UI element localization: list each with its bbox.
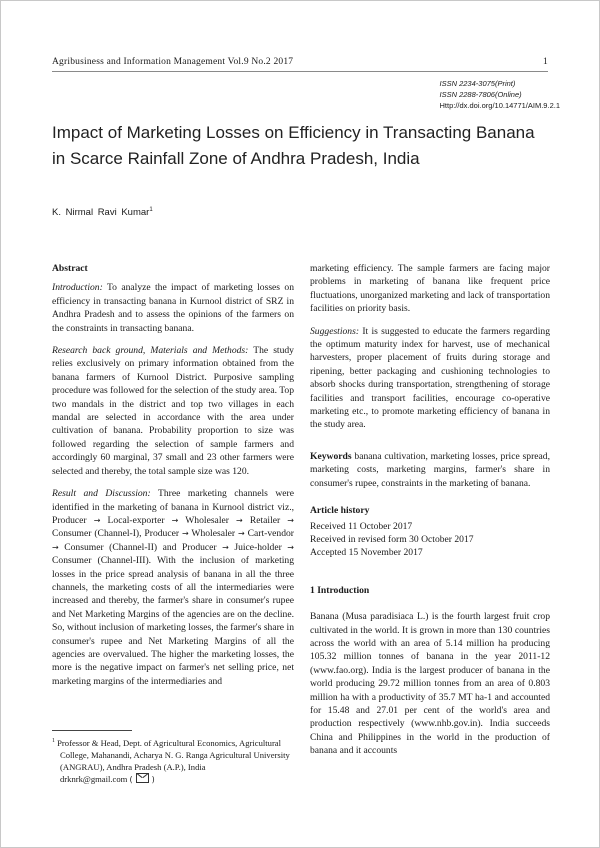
keywords-label: Keywords	[310, 450, 352, 462]
introduction-label: Introduction:	[52, 282, 103, 294]
abstract-introduction	[52, 281, 294, 335]
abstract-result	[52, 487, 294, 688]
paper-title: Impact of Marketing Losses on Efficiency in Transacting Banana in Scarce Rainfall Zone of Andhra Pradesh, India	[52, 123, 535, 168]
arrow-icon: →	[238, 529, 245, 539]
footnote-line1: Professor & Head, Dept. of Agricultural Economics, Agricultural	[55, 737, 282, 748]
footnote-email-line	[52, 773, 294, 786]
right-column	[310, 262, 550, 767]
introduction-text: To analyze the impact of marketing losses on efficiency in transacting banana in Kurnool district of SRZ in Andhra Pradesh and to assess the opinions of the farmers on the constraints in transacting banana.	[52, 282, 294, 334]
keywords	[310, 450, 550, 490]
running-head	[52, 57, 548, 67]
mail-icon[interactable]	[136, 773, 149, 783]
keywords-text: banana cultivation, marketing losses, price spread, marketing costs, marketing margins, farmer's share in consumer's rupee, constraints in the marketing of banana.	[310, 450, 550, 489]
issn-online: ISSN 2288-7806(Online)	[439, 90, 522, 99]
arrow-icon: →	[181, 529, 189, 539]
result-text-4: Retailer	[242, 514, 288, 526]
paren-close: )	[151, 774, 155, 784]
result-text-7: Cart-vendor	[244, 528, 294, 540]
article-history-heading: Article history	[310, 505, 370, 517]
author	[52, 207, 153, 218]
page-number: 1	[543, 57, 548, 67]
result-text-6: Wholesaler	[188, 528, 239, 540]
suggestions-label: Suggestions:	[310, 325, 360, 337]
arrow-icon: →	[52, 542, 59, 552]
arrow-icon: →	[287, 515, 294, 525]
author-name: K. Nirmal Ravi Kumar	[52, 207, 150, 219]
abstract-continuation: marketing efficiency. The sample farmers are facing major problems in marketing of banana like frequent price fluctuations, unorganized marketing and lack of transportation facilities on priority basis.	[310, 263, 550, 315]
suggestions-text: It is suggested to educate the farmers regarding the optimum maturity index for harvest, use of mechanical harvesters, proper placement of fruits during storage and ripening, better packaging and cushioning technologies to absorb shocks during transportation, strengthening of storage facilities and transport facilities, encourage co-operative marketing etc., to promote marketing efficiency of banana in the study area.	[310, 325, 550, 431]
abstract-heading: Abstract	[52, 263, 88, 274]
journal-name: Agribusiness and Information Management Vol.9 No.2 2017	[52, 57, 294, 67]
research-label: Research back ground, Materials and Methods:	[52, 345, 249, 357]
revised-date: Received in revised form 30 October 2017	[310, 533, 474, 545]
result-text-3: Wholesaler	[178, 514, 237, 526]
arrow-icon: →	[171, 515, 179, 525]
introduction-heading: 1 Introduction	[310, 584, 370, 596]
issn-print: ISSN 2234-3075(Print)	[439, 79, 516, 88]
header-rule	[52, 71, 548, 72]
abstract-suggestions	[310, 325, 550, 432]
result-text-1: Three marketing channels were identified in the marketing of banana in Kurnool district viz., Producer	[52, 488, 294, 526]
footnote-sup: 1	[52, 738, 55, 744]
arrow-icon: →	[287, 542, 294, 552]
paren-open: (	[129, 774, 133, 784]
footnote	[52, 735, 294, 786]
footnote-email[interactable]: drknrk@gmail.com	[60, 773, 128, 784]
author-sup: 1	[149, 207, 153, 213]
received-date: Received 11 October 2017	[310, 520, 413, 532]
result-text-9: Juice-holder	[228, 541, 288, 553]
footnote-line1-wrap	[52, 738, 281, 748]
footnote-rule	[52, 730, 132, 731]
article-history	[310, 504, 550, 560]
research-text: The study relies exclusively on primary information obtained from the banana farmers of Kurnool District. Purposive sampling procedure was followed for the selection of the study area. Top two mandals in the district and top two villages in each mandal are selected in accordance with the area under cultivation of banana. Probability proportion to size was followed regarding the selection of sample farmers and accordingly 60 marginal, 37 small and 23 other farmers were selected and thereby, the total sample size was 120.	[52, 345, 294, 477]
result-text-10: Consumer (Channel-III). With the inclusion of marketing losses in the price spread analysis of banana in all the three channels, the marketing costs of all the intermediaries were increased and thereby, the farmer's share in consumer's rupee and Net Marketing Margins of the agencies are on the decline. So, without inclusion of marketing losses, the farmer's share in consumer's rupee and Net Marketing Margins of all the agencies are overvalued. The higher the marketing losses, the more is the negative impact on farmer's net selling price, net marketing margins of the intermediaries and	[52, 555, 294, 687]
arrow-icon: →	[236, 515, 243, 525]
abstract-research	[52, 344, 294, 478]
issn-block	[440, 78, 561, 111]
arrow-icon: →	[93, 515, 101, 525]
footnote-line2: College, Mahanandi, Acharya N. G. Ranga Agricultural University (ANGRAU), Andhra Pradesh (A.P.), India	[60, 749, 290, 772]
doi-link[interactable]: Http://dx.doi.org/10.14771/AIM.9.2.1	[439, 101, 560, 110]
result-text-8: Consumer (Channel-II) and Producer	[58, 541, 223, 553]
result-text-2: Local-exporter	[100, 514, 172, 526]
result-text-5: Consumer (Channel-I), Producer	[52, 528, 182, 540]
left-column	[52, 262, 294, 697]
result-label: Result and Discussion:	[52, 488, 151, 500]
introduction-text: Banana (Musa paradisiaca L.) is the fourth largest fruit crop cultivated in the world. It is grown in more than 130 countries across the world with an area of 5.14 million ha producing 105.32 million tonnes of banana in the year 2011-12 (www.fao.org). India is the largest producer of banana in the world producing 29.72 million tonnes from an area of 0.803 million ha with a productivity of 35.7 MT ha-1 and accounted for 15.48 and 27.01 per cent of the world's area and production respectively (www.nhb.gov.in). India succeeds China and Philippines in the world in the production of banana and it accounts	[310, 611, 550, 757]
accepted-date: Accepted 15 November 2017	[310, 547, 423, 559]
arrow-icon: →	[222, 542, 229, 552]
